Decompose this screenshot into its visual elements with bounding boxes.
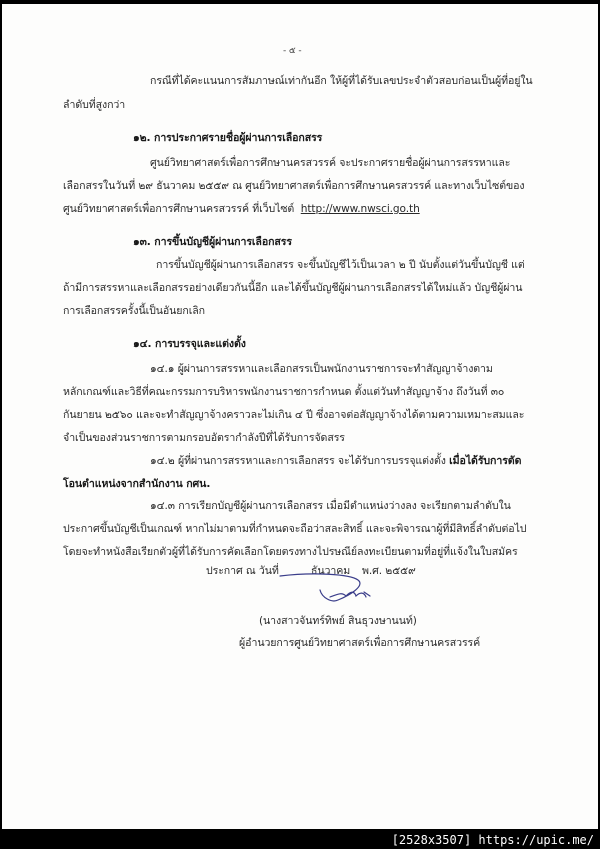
announcement-date-month: ธันวาคม	[311, 565, 351, 577]
section-13-line-2: ถ้ามีการสรรหาและเลือกสรรอย่างเดียวกันนี้อีก และได้ขึ้นบัญชีผู้ผ่านการเลือกสรรได้ใหม่แล้ว บัญชีผู้ผ่าน	[63, 282, 523, 294]
signatory-name: (นางสาวจันทร์ทิพย์ สินธุวงษานนท์)	[259, 615, 417, 627]
section-12-line-3-text: ศูนย์วิทยาศาสตร์เพื่อการศึกษานครสวรรค์ ที่เว็บไซต์	[63, 203, 295, 215]
section-12-heading: ๑๒. การประกาศรายชื่อผู้ผ่านการเลือกสรร	[133, 132, 323, 144]
section-12-line-3	[63, 202, 420, 216]
section-13-heading: ๑๓. การขึ้นบัญชีผู้ผ่านการเลือกสรร	[133, 236, 292, 248]
intro-line-2: ลำดับที่สูงกว่า	[63, 99, 126, 111]
page-number: - ๕ -	[283, 46, 302, 56]
section-14-1-line-1: ๑๔.๑ ผู้ผ่านการสรรหาและเลือกสรรเป็นพนักงานราชการจะทำสัญญาจ้างตาม	[150, 363, 493, 375]
website-link[interactable]: http://www.nwsci.go.th	[300, 203, 420, 215]
section-14-heading: ๑๔. การบรรจุและแต่งตั้ง	[133, 338, 246, 350]
section-14-2-line-2: โอนตำแหน่งจากสำนักงาน กศน.	[63, 478, 211, 490]
section-14-2-line-1	[150, 454, 521, 468]
section-14-2-text: ๑๔.๒ ผู้ที่ผ่านการสรรหาและการเลือกสรร จะได้รับการบรรจุแต่งตั้ง	[150, 455, 446, 467]
section-12-line-2: เลือกสรรในวันที่ ๒๙ ธันวาคม ๒๕๕๙ ณ ศูนย์วิทยาศาสตร์เพื่อการศึกษานครสวรรค์ และทางเว็บไซต์ของ	[63, 180, 525, 192]
section-14-3-line-2: ประกาศขึ้นบัญชีเป็นเกณฑ์ หากไม่มาตามที่กำหนดจะถือว่าสละสิทธิ์ และจะพิจารณาผู้ที่มีสิทธิ์ลำดับต่อไป	[63, 523, 527, 535]
section-14-1-line-4: จำเป็นของส่วนราชการตามกรอบอัตรากำลังปีที่ได้รับการจัดสรร	[63, 432, 345, 444]
section-14-3-line-3: โดยจะทำหนังสือเรียกตัวผู้ที่ได้รับการคัดเลือกโดยตรงทางไปรษณีย์ลงทะเบียนตามที่อยู่ที่แจ้งในใบสมัคร	[63, 546, 518, 558]
section-13-line-1: การขึ้นบัญชีผู้ผ่านการเลือกสรร จะขึ้นบัญชีไว้เป็นเวลา ๒ ปี นับตั้งแต่วันขึ้นบัญชี แต่	[156, 259, 525, 271]
signatory-title: ผู้อำนวยการศูนย์วิทยาศาสตร์เพื่อการศึกษานครสวรรค์	[239, 637, 481, 649]
watermark-text: [2528x3507] https://upic.me/	[391, 833, 594, 847]
document-page	[2, 4, 598, 829]
section-14-3-line-1: ๑๔.๓ การเรียกบัญชีผู้ผ่านการเลือกสรร เมื่อมีตำแหน่งว่างลง จะเรียกตามลำดับใน	[150, 500, 511, 512]
intro-line-1: กรณีที่ได้คะแนนการสัมภาษณ์เท่ากันอีก ให้ผู้ที่ได้รับเลขประจำตัวสอบก่อนเป็นผู้ที่อยู่ใน	[150, 75, 533, 87]
section-13-line-3: การเลือกสรรครั้งนี้เป็นอันยกเลิก	[63, 305, 205, 317]
section-14-1-line-3: กันยายน ๒๕๖๐ และจะทำสัญญาจ้างคราวละไม่เกิน ๔ ปี ซึ่งอาจต่อสัญญาจ้างได้ตามความเหมาะสมและ	[63, 409, 525, 421]
section-14-2-bold-text: เมื่อได้รับการตัด	[449, 455, 522, 467]
section-14-1-line-2: หลักเกณฑ์และวิธีที่คณะกรรมการบริหารพนักงานราชการกำหนด ตั้งแต่วันทำสัญญาจ้าง ถึงวันที่ ๓๐	[63, 386, 505, 398]
signature-icon	[278, 570, 388, 604]
announcement-date-year: พ.ศ. ๒๕๕๙	[362, 565, 416, 577]
announcement-date-label: ประกาศ ณ วันที่	[206, 565, 279, 577]
section-12-line-1: ศูนย์วิทยาศาสตร์เพื่อการศึกษานครสวรรค์ จะประกาศรายชื่อผู้ผ่านการสรรหาและ	[150, 157, 511, 169]
